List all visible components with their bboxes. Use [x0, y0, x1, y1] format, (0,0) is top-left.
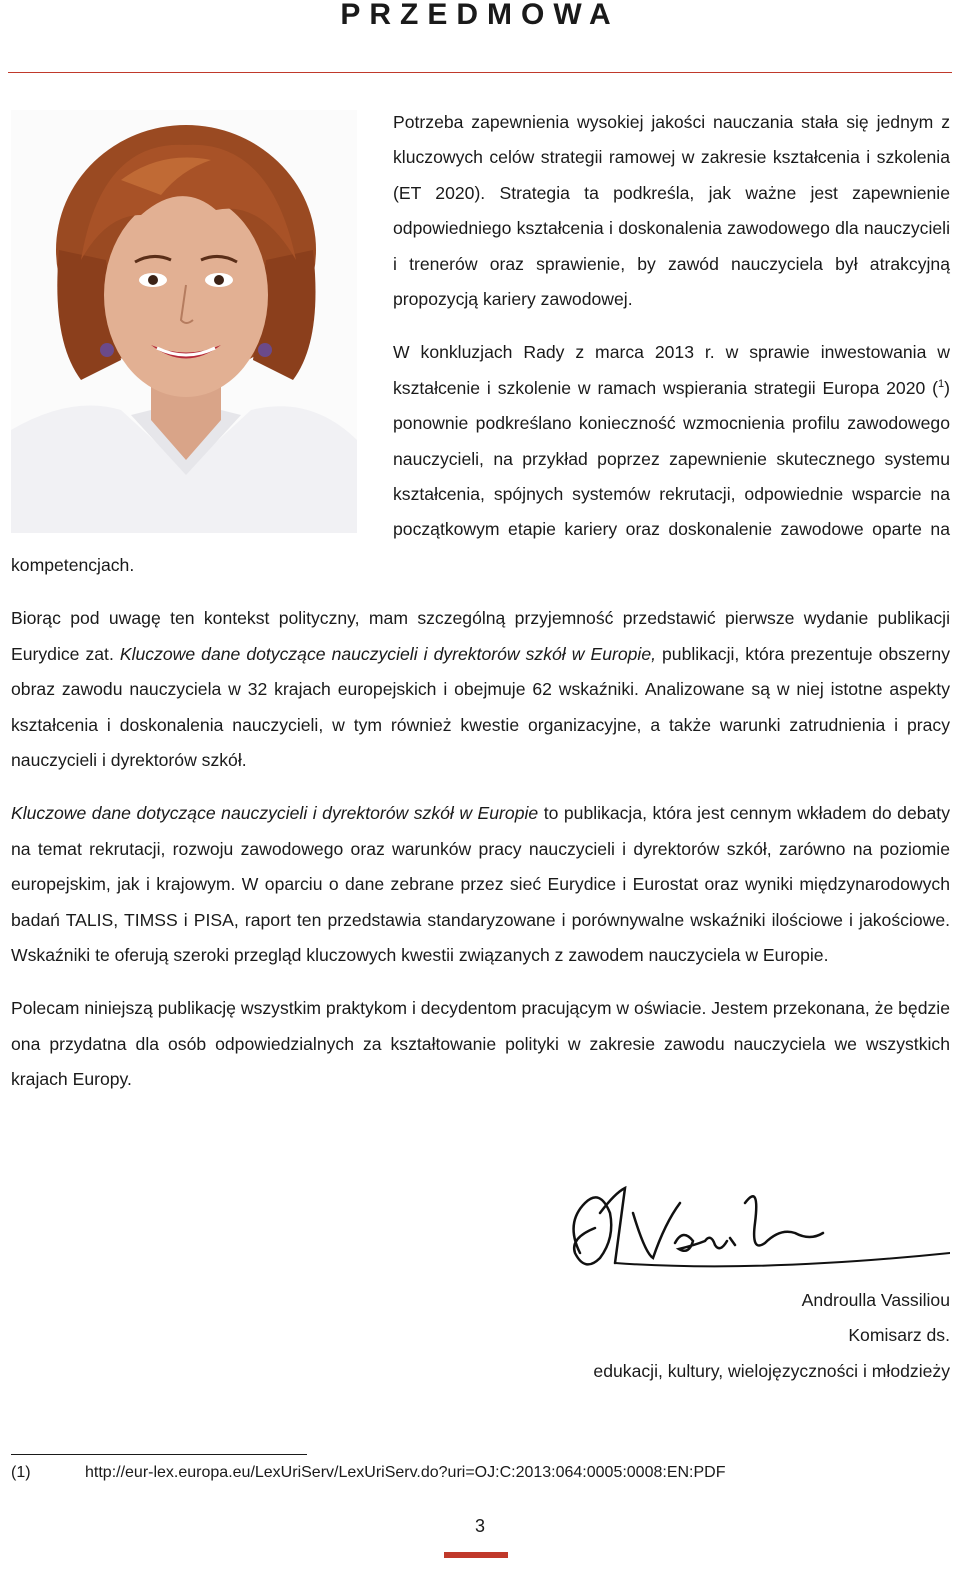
publication-title: Kluczowe dane dotyczące nauczycieli i dyrektorów szkół w Europie,	[119, 643, 656, 664]
title-divider	[8, 72, 952, 73]
footnote-ref: 1	[938, 377, 945, 390]
paragraph-1: Potrzeba zapewnienia wysokiej jakości nauczania stała się jednym z kluczowych celów strategii ramowej w zakresie kształcenia i szkolenia (ET 2020). Strategia ta podkreśla, jak ważne jest zapewnienie odpowiedniego kształcenia i doskonalenia zawodowego dla nauczycieli i trenerów oraz sprawienie, by zawód nauczyciela był atrakcyjną propozycją kariery zawodowej.	[393, 112, 950, 310]
page-title: PRZEDMOWA	[340, 0, 620, 31]
page-number: 3	[474, 1516, 485, 1536]
paragraph-4: Kluczowe dane dotyczące nauczycieli i dyrektorów szkół w Europie to publikacja, która jest cennym wkładem do debaty na temat rekrutacji, rozwoju zawodowego oraz warunków pracy nauczycieli i dyrektorów szkół, zarówno na poziomie europejskim, jak i krajowym. W oparciu o dane zebrane przez sieć Eurydice i Eurostat oraz wyniki międzynarodowych badań TALIS, TIMSS i PISA, raport ten przedstawia standaryzowane i porównywalne wskaźniki ilościowe i jakościowe. Wskaźniki te oferują szeroki przegląd kluczowych kwestii związanych z zawodem nauczyciela w Europie.	[11, 803, 950, 965]
signatory-role: Komisarz ds.	[848, 1325, 950, 1346]
paragraph-2: W konkluzjach Rady z marca 2013 r. w sprawie inwestowania w kształcenie i szkolenie w ramach wspierania strategii Europa 2020 ($^1$) ponownie podkreślano konieczność wzmocnienia profilu zawodowego nauczycieli, na przykład poprzez zapewnienie skutecznego systemu kształcenia, spójnych systemów rekrutacji, odpowiednie wsparcie na początkowym etapie kariery oraz doskonalenie zawodowe oparte na kompetencjach.	[11, 342, 950, 575]
footnote-divider	[11, 1454, 307, 1455]
body-text	[11, 105, 950, 1116]
footnote-link[interactable]: http://eur-lex.europa.eu/LexUriServ/LexUriServ.do?uri=OJ:C:2013:064:0005:0008:EN:PDF	[85, 1464, 726, 1481]
handwritten-signature	[555, 1183, 950, 1283]
paragraph-5: Polecam niniejszą publikację wszystkim praktykom i decydentom pracującym w oświacie. Jestem przekonana, że będzie ona przydatna dla osób odpowiedzialnych za kształtowanie polityki w zakresie zawodu nauczyciela we wszystkich krajach Europy.	[11, 998, 950, 1090]
signatory-portfolio: edukacji, kultury, wielojęzyczności i młodzieży	[593, 1360, 950, 1381]
footnote-mark: (1)	[11, 1464, 31, 1481]
footnote	[11, 1462, 726, 1484]
signature-block	[540, 1183, 950, 1389]
signatory-name: Androulla Vassiliou	[801, 1290, 950, 1310]
portrait-photo	[11, 110, 357, 533]
paragraph-3: Biorąc pod uwagę ten kontekst polityczny, mam szczególną przyjemność przedstawić pierwsze wydanie publikacji Eurydice zat. Kluczowe dane dotyczące nauczycieli i dyrektorów szkół w Europie, publikacji, która prezentuje obszerny obraz zawodu nauczyciela w 32 krajach europejskich i obejmuje 62 wskaźniki. Analizowane są w niej istotne aspekty kształcenia i doskonalenia nauczycieli, w tym również kwestie organizacyjne, a także warunki zatrudnienia i pracy nauczycieli i dyrektorów szkół.	[11, 608, 950, 770]
publication-title: Kluczowe dane dotyczące nauczycieli i dyrektorów szkół w Europie	[11, 803, 539, 824]
page-number-bar	[444, 1552, 508, 1558]
